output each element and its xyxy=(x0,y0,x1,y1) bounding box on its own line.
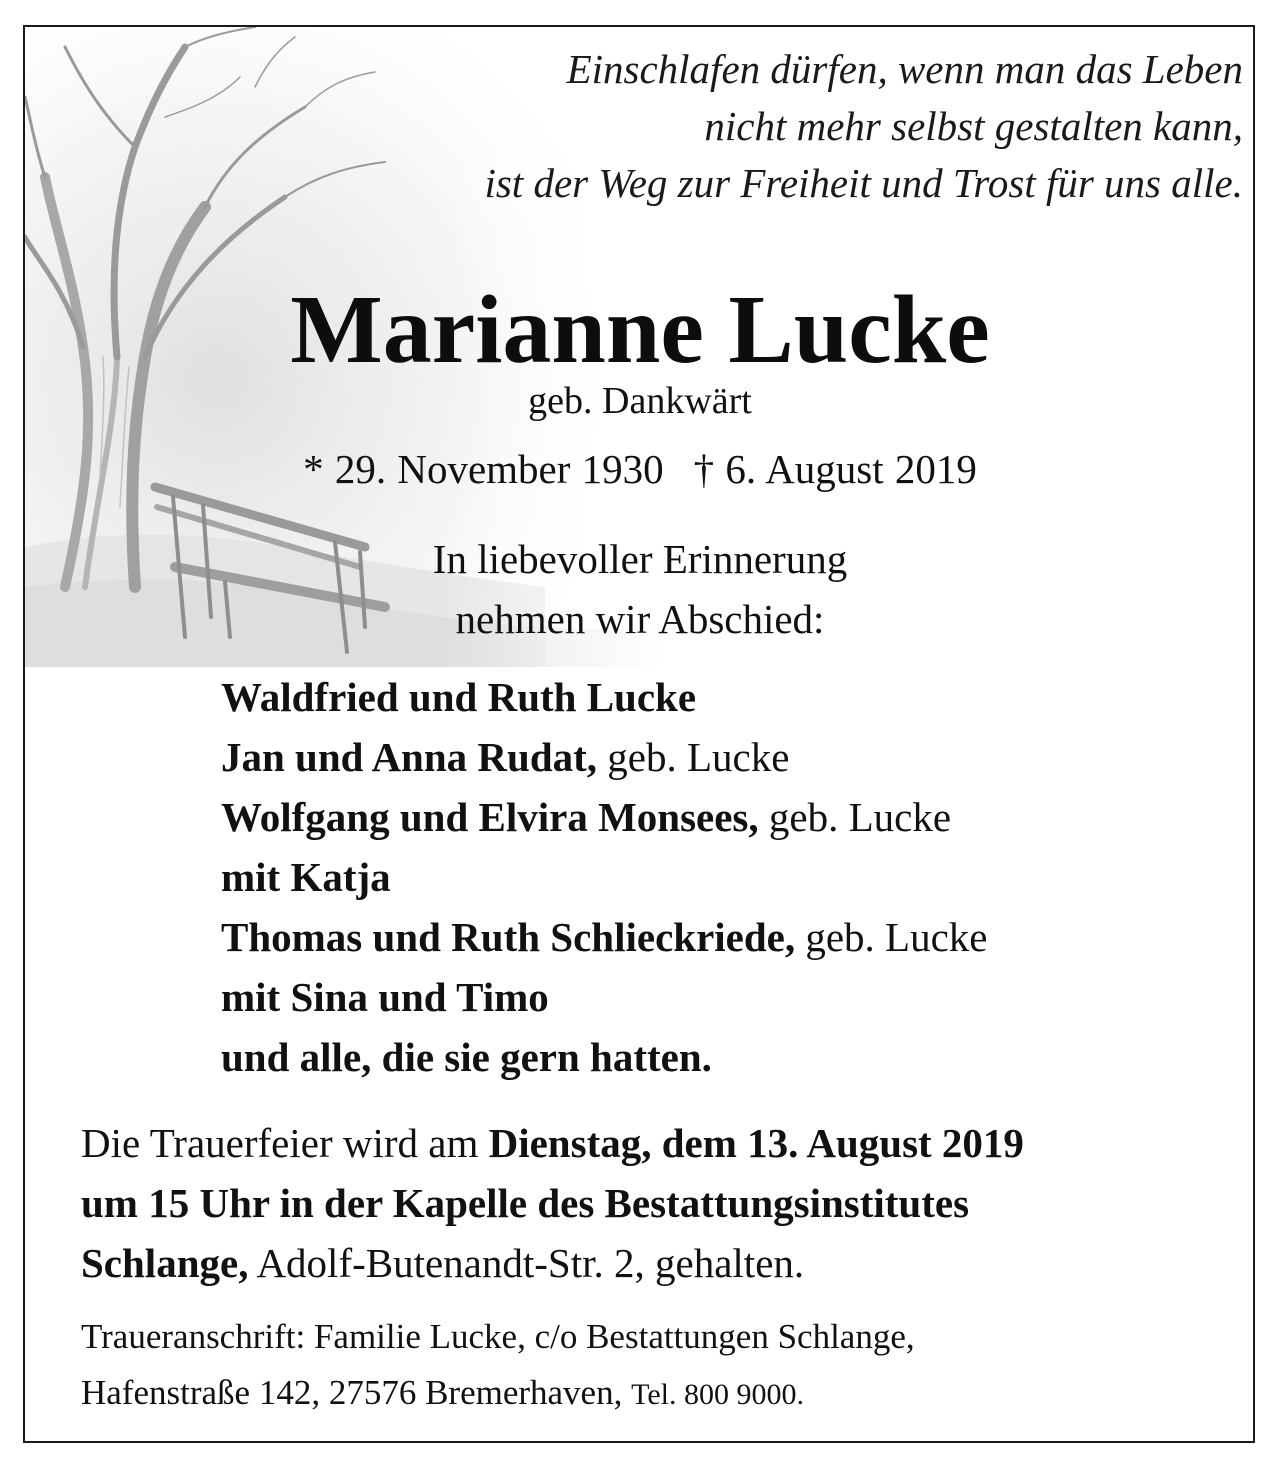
funeral-date: Dienstag, dem 13. August 2019 xyxy=(488,1120,1024,1166)
funeral-line xyxy=(81,1113,1024,1173)
mourner-note: geb. Lucke xyxy=(758,794,952,840)
address-street: Hafenstraße 142, 27576 Bremerhaven, xyxy=(81,1373,632,1412)
poem xyxy=(484,41,1243,212)
birth-date: * 29. November 1930 xyxy=(303,446,664,492)
mourner-name: und alle, die sie gern hatten. xyxy=(221,1034,712,1080)
address-line: Traueranschrift: Familie Lucke, c/o Bestattungen Schlange, xyxy=(81,1317,915,1356)
mourner-name: mit Sina und Timo xyxy=(221,974,549,1020)
mourning-address xyxy=(81,1309,915,1423)
mourner-note: geb. Lucke xyxy=(597,734,790,780)
life-dates xyxy=(25,445,1255,493)
mourners-list xyxy=(221,667,988,1087)
funeral-text: Die Trauerfeier wird am xyxy=(81,1120,489,1166)
mourner-name: mit Katja xyxy=(221,854,391,900)
mourner-row xyxy=(221,727,988,787)
mourner-row xyxy=(221,907,988,967)
obituary-frame xyxy=(23,25,1255,1443)
mourner-note: geb. Lucke xyxy=(795,914,988,960)
poem-line: nicht mehr selbst gestalten kann, xyxy=(704,103,1243,149)
funeral-line xyxy=(81,1173,1024,1233)
mourner-row xyxy=(221,847,988,907)
mourner-row xyxy=(221,967,988,1027)
mourner-name: Thomas und Ruth Schlieckriede, xyxy=(221,914,796,960)
deceased-name: Marianne Lucke xyxy=(290,276,990,384)
death-date: † 6. August 2019 xyxy=(693,446,977,492)
address-line xyxy=(81,1365,915,1423)
poem-line: ist der Weg zur Freiheit und Trost für uns alle. xyxy=(484,160,1243,206)
mourner-row xyxy=(221,1027,988,1087)
funeral-institute: Schlange, xyxy=(81,1240,249,1286)
funeral-line xyxy=(81,1233,1024,1293)
funeral-details xyxy=(81,1113,1024,1293)
funeral-address: Adolf-Butenandt-Str. 2, gehalten. xyxy=(248,1240,805,1286)
farewell-line: In liebevoller Erinnerung xyxy=(432,536,848,582)
farewell-text xyxy=(25,529,1255,649)
poem-line: Einschlafen dürfen, wenn man das Leben xyxy=(566,46,1243,92)
birth-name: geb. Dankwärt xyxy=(528,380,752,422)
farewell-line: nehmen wir Abschied: xyxy=(455,596,825,642)
mourner-name: Jan und Anna Rudat, xyxy=(221,734,598,780)
mourner-name: Waldfried und Ruth Lucke xyxy=(221,674,697,720)
phone-number: Tel. 800 9000. xyxy=(631,1378,804,1411)
mourner-row xyxy=(221,787,988,847)
mourner-row xyxy=(221,667,988,727)
funeral-place: um 15 Uhr in der Kapelle des Bestattungsinstitutes xyxy=(81,1180,970,1226)
mourner-name: Wolfgang und Elvira Monsees, xyxy=(221,794,759,840)
